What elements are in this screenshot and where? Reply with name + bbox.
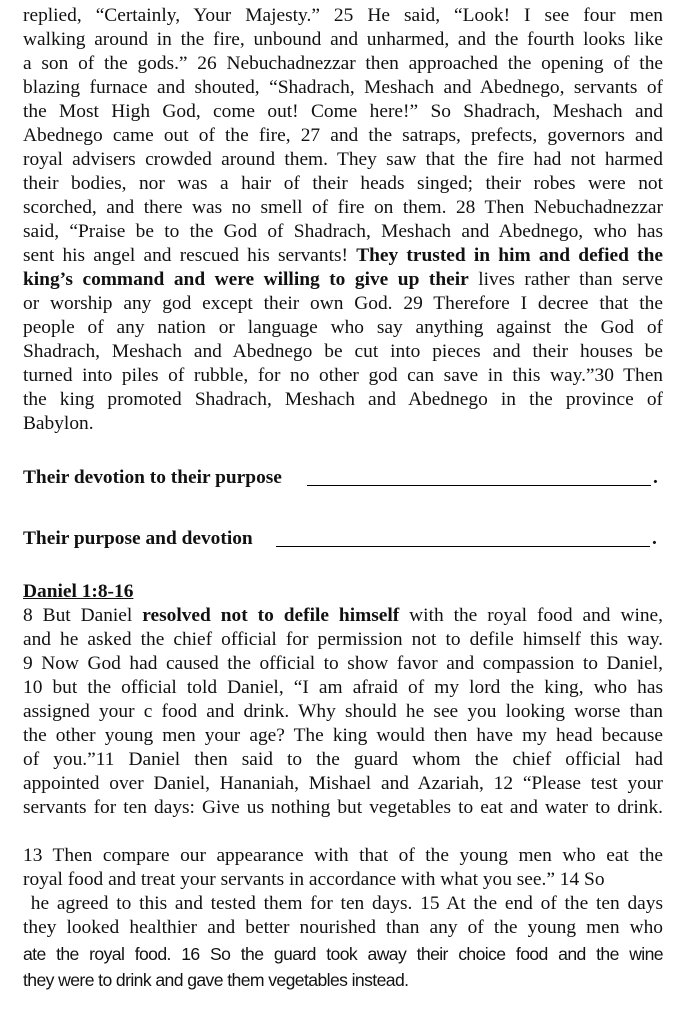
text-line: Abednego came out of the fire, 27 and the satraps, prefects, governors and	[23, 125, 663, 146]
plain-text: lives rather than serve	[468, 269, 663, 290]
text-line: walking around in the fire, unbound and unharmed, and the fourth looks like	[23, 29, 663, 50]
text-line: a son of the gods.” 26 Nebuchadnezzar then approached the opening of the	[23, 53, 663, 74]
text-line: Shadrach, Meshach and Abednego be cut into pieces and their houses be	[23, 341, 663, 362]
bold-text: resolved not to defile himself	[142, 605, 400, 626]
text-line: Babylon.	[23, 413, 94, 434]
text-line: the Most High God, come out! Come here!” So Shadrach, Meshach and	[23, 101, 663, 122]
passage-daniel-3	[23, 4, 663, 436]
text-line: turned into piles of rubble, for no other god can save in this way.”30 Then	[23, 365, 663, 386]
passage-daniel-1-continued	[23, 844, 663, 993]
fill-in-label: Their purpose and devotion	[23, 528, 253, 549]
text-line: the king promoted Shadrach, Meshach and Abednego in the province of	[23, 389, 663, 410]
passage-heading: Daniel 1:8-16	[23, 581, 134, 602]
text-line: royal food and treat your servants in accordance with what you see.” 14 So	[23, 869, 605, 890]
fill-in-label: Their devotion to their purpose	[23, 467, 282, 488]
text-line: of you.”11 Daniel then said to the guard whom the chief official had	[23, 749, 663, 770]
text-line: or worship any god except their own God. 29 Therefore I decree that the	[23, 293, 663, 314]
text-line: 9 Now God had caused the official to show favor and compassion to Daniel,	[23, 653, 663, 674]
text-line: servants for ten days: Give us nothing but vegetables to eat and water to drink.	[23, 797, 663, 818]
plain-text: sent his angel and rescued his servants!	[23, 245, 357, 266]
text-line: they were to drink and gave them vegetables instead.	[23, 970, 409, 990]
text-line: they looked healthier and better nourished than any of the young men who	[23, 917, 663, 938]
text-line: the other young men your age? The king would then have my head because	[23, 725, 663, 746]
text-line: appointed over Daniel, Hananiah, Mishael and Azariah, 12 “Please test your	[23, 773, 663, 794]
fill-in-devotion-to-purpose	[23, 466, 663, 490]
plain-text: with the royal food and wine,	[399, 605, 663, 626]
text-line-mixed	[23, 244, 663, 268]
sans-text-block	[23, 941, 663, 993]
text-line: assigned your c food and drink. Why should he see you looking worse than	[23, 701, 663, 722]
text-line: 13 Then compare our appearance with that of the young men who eat the	[23, 845, 663, 866]
text-line: 10 but the official told Daniel, “I am afraid of my lord the king, who has	[23, 677, 663, 698]
text-line: people of any nation or language who say anything against the God of	[23, 317, 663, 338]
answer-blank[interactable]	[276, 546, 650, 547]
bold-text: They trusted in him and defied the	[356, 245, 663, 266]
fill-in-period: .	[652, 528, 657, 549]
answer-blank[interactable]	[307, 485, 651, 486]
text-line: royal advisers crowded around them. They saw that the fire had not harmed	[23, 149, 663, 170]
text-line: ate the royal food. 16 So the guard took away their choice food and the wine	[23, 944, 663, 964]
text-line: he agreed to this and tested them for ten days. 15 At the end of the ten days	[23, 893, 663, 914]
fill-in-period: .	[653, 467, 658, 488]
text-line: and he asked the chief official for permission not to defile himself this way.	[23, 629, 663, 650]
text-line: replied, “Certainly, Your Majesty.” 25 He said, “Look! I see four men	[23, 5, 663, 26]
plain-text: 8 But Daniel	[23, 605, 143, 626]
passage-daniel-1	[23, 580, 663, 820]
text-line: said, “Praise be to the God of Shadrach, Meshach and Abednego, who has	[23, 221, 663, 242]
text-line-mixed	[23, 268, 663, 292]
bold-text: king’s command and were willing to give up their	[23, 269, 469, 290]
text-line: scorched, and there was no smell of fire on them. 28 Then Nebuchadnezzar	[23, 197, 663, 218]
text-line: blazing furnace and shouted, “Shadrach, Meshach and Abednego, servants of	[23, 77, 663, 98]
text-line: their bodies, nor was a hair of their heads singed; their robes were not	[23, 173, 663, 194]
fill-in-purpose-and-devotion	[23, 527, 663, 551]
text-line-mixed	[23, 604, 663, 628]
